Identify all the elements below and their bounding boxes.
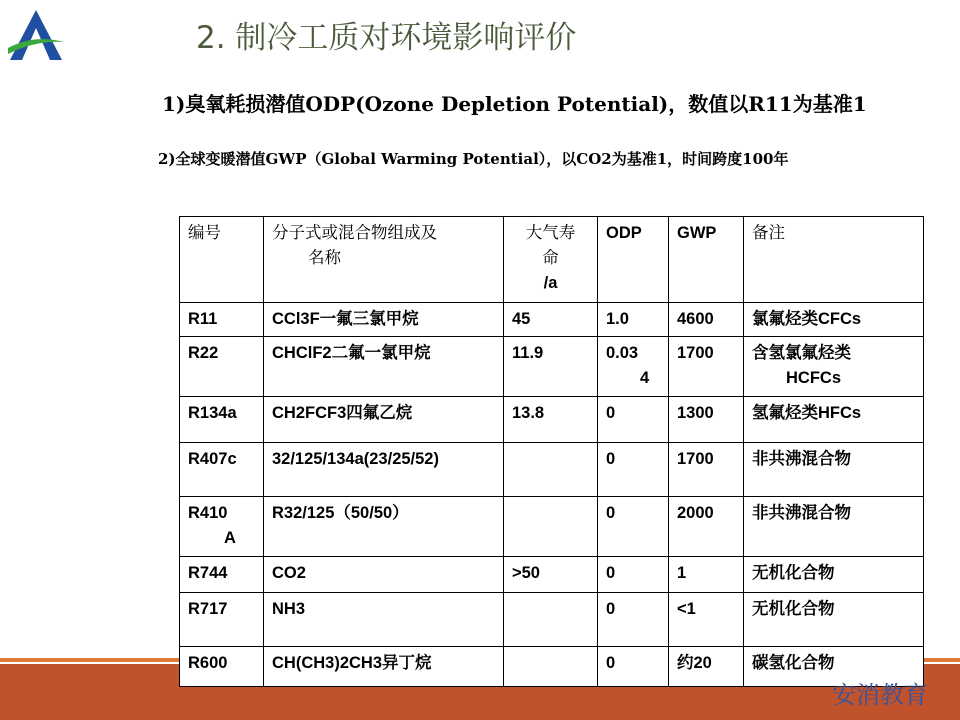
cell-lifetime: 11.9 bbox=[504, 337, 598, 397]
cell-note: 非共沸混合物 bbox=[744, 497, 924, 557]
cell-num: R134a bbox=[180, 397, 264, 443]
header-odp: ODP bbox=[598, 217, 669, 303]
cell-lifetime bbox=[504, 497, 598, 557]
cell-formula: NH3 bbox=[264, 593, 504, 647]
cell-lifetime bbox=[504, 593, 598, 647]
cell-formula: 32/125/134a(23/25/52) bbox=[264, 443, 504, 497]
cell-odp: 0 bbox=[598, 647, 669, 687]
table-row bbox=[180, 497, 924, 557]
table-row bbox=[180, 443, 924, 497]
cell-note: 氯氟烃类CFCs bbox=[744, 303, 924, 337]
cell-note: 无机化合物 bbox=[744, 557, 924, 593]
cell-odp: 0.03 4 bbox=[598, 337, 669, 397]
gwp-definition: 2)全球变暖潜值GWP（Global Warming Potential），以CO2为基准1，时间跨度100年 bbox=[158, 150, 789, 168]
cell-note: 非共沸混合物 bbox=[744, 443, 924, 497]
cell-gwp: 1700 bbox=[669, 337, 744, 397]
cell-lifetime: 45 bbox=[504, 303, 598, 337]
table-header-row bbox=[180, 217, 924, 303]
cell-odp: 0 bbox=[598, 557, 669, 593]
cell-lifetime: >50 bbox=[504, 557, 598, 593]
cell-formula: CO2 bbox=[264, 557, 504, 593]
cell-formula: CH2FCF3四氟乙烷 bbox=[264, 397, 504, 443]
header-note: 备注 bbox=[744, 217, 924, 303]
cell-num: R11 bbox=[180, 303, 264, 337]
cell-lifetime bbox=[504, 443, 598, 497]
brand-watermark: 安消教育 bbox=[832, 681, 928, 709]
cell-note: 无机化合物 bbox=[744, 593, 924, 647]
cell-odp: 0 bbox=[598, 593, 669, 647]
table-row bbox=[180, 337, 924, 397]
cell-gwp: 1 bbox=[669, 557, 744, 593]
cell-num: R410 A bbox=[180, 497, 264, 557]
cell-odp: 0 bbox=[598, 497, 669, 557]
cell-formula: CHClF2二氟一氯甲烷 bbox=[264, 337, 504, 397]
header-formula: 分子式或混合物组成及 名称 bbox=[264, 217, 504, 303]
table-row bbox=[180, 557, 924, 593]
cell-gwp: 1700 bbox=[669, 443, 744, 497]
cell-note: 氢氟烃类HFCs bbox=[744, 397, 924, 443]
odp-definition: 1)臭氧耗损潜值ODP(Ozone Depletion Potential)，数值以R11为基准1 bbox=[162, 92, 867, 116]
cell-num: R407c bbox=[180, 443, 264, 497]
header-gwp: GWP bbox=[669, 217, 744, 303]
cell-formula: CH(CH3)2CH3异丁烷 bbox=[264, 647, 504, 687]
cell-odp: 0 bbox=[598, 397, 669, 443]
table-row bbox=[180, 593, 924, 647]
cell-num: R744 bbox=[180, 557, 264, 593]
cell-num: R717 bbox=[180, 593, 264, 647]
cell-odp: 1.0 bbox=[598, 303, 669, 337]
cell-gwp: 1300 bbox=[669, 397, 744, 443]
cell-num: R22 bbox=[180, 337, 264, 397]
cell-note: 碳氢化合物 bbox=[744, 647, 924, 687]
header-lifetime: 大气寿 命 /a bbox=[504, 217, 598, 303]
cell-formula: CCl3F一氟三氯甲烷 bbox=[264, 303, 504, 337]
cell-lifetime bbox=[504, 647, 598, 687]
table-row bbox=[180, 397, 924, 443]
header-num: 编号 bbox=[180, 217, 264, 303]
cell-lifetime: 13.8 bbox=[504, 397, 598, 443]
table-row bbox=[180, 647, 924, 687]
slide-title: 2. 制冷工质对环境影响评价 bbox=[196, 20, 577, 56]
refrigerant-table bbox=[179, 216, 924, 687]
cell-odp: 0 bbox=[598, 443, 669, 497]
cell-num: R600 bbox=[180, 647, 264, 687]
company-logo-icon bbox=[6, 8, 66, 62]
cell-formula: R32/125（50/50） bbox=[264, 497, 504, 557]
table-row bbox=[180, 303, 924, 337]
cell-note: 含氢氯氟烃类 HCFCs bbox=[744, 337, 924, 397]
cell-gwp: 2000 bbox=[669, 497, 744, 557]
cell-gwp: <1 bbox=[669, 593, 744, 647]
cell-gwp: 4600 bbox=[669, 303, 744, 337]
cell-gwp: 约20 bbox=[669, 647, 744, 687]
